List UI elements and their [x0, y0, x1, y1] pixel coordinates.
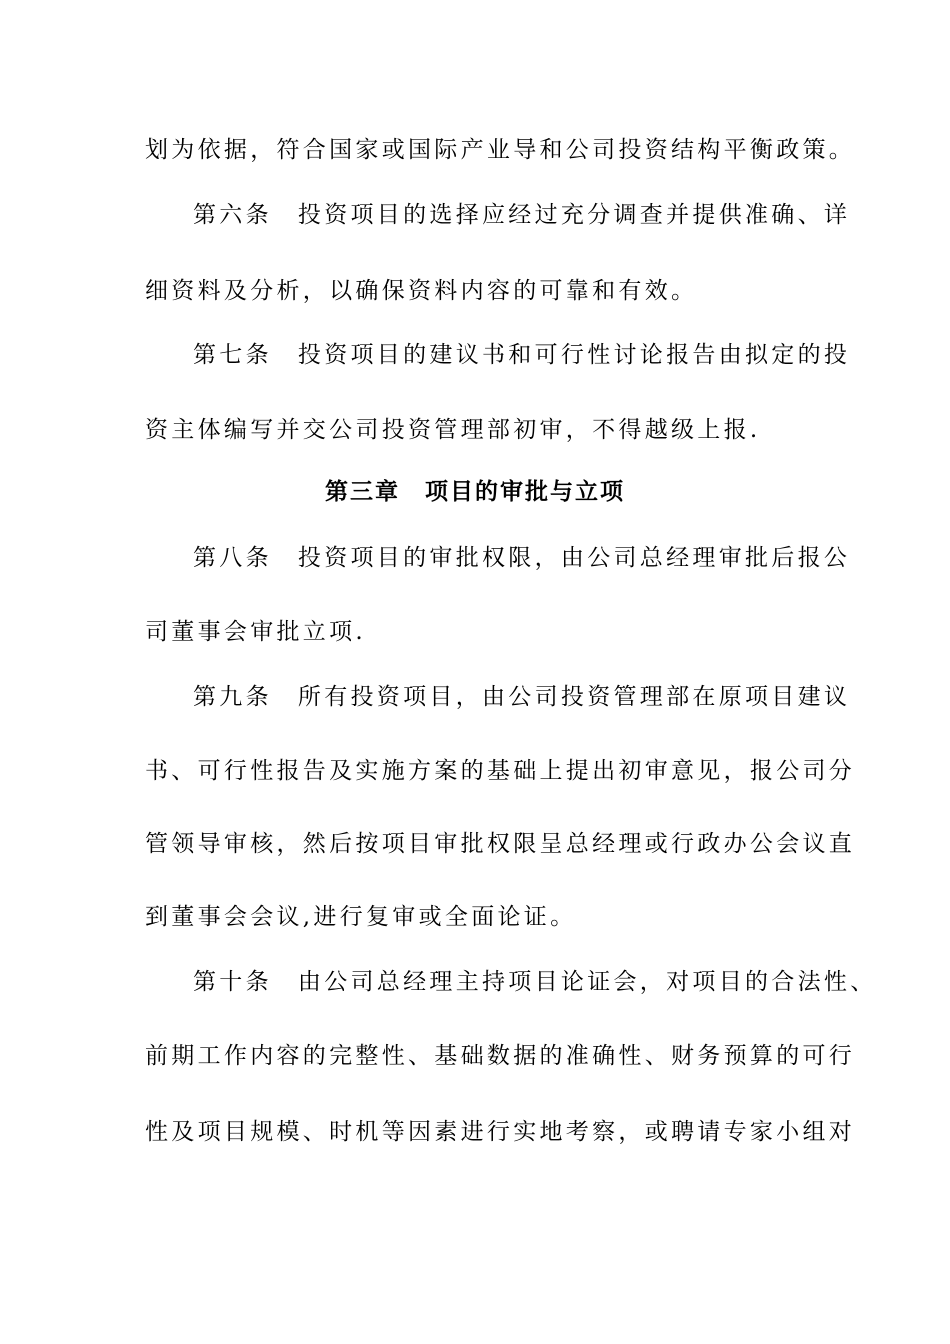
article-number: 第九条 — [193, 684, 272, 710]
article-text: 投资项目的建议书和可行性讨论报告由拟定的投 — [297, 342, 851, 368]
paragraph-line: 到董事会会议,进行复审或全面论证。 — [145, 904, 577, 930]
paragraph-line: 资主体编写并交公司投资管理部初审，不得越级上报. — [145, 417, 761, 443]
article-6-line — [193, 200, 850, 230]
paragraph-line: 管领导审核，然后按项目审批权限呈总经理或行政办公会议直 — [145, 831, 856, 857]
paragraph-line: 书、可行性报告及实施方案的基础上提出初审意见，报公司分 — [145, 758, 856, 784]
article-9-line — [193, 682, 850, 712]
article-7-line — [193, 340, 850, 370]
article-number: 第十条 — [193, 969, 272, 995]
article-8-line — [193, 543, 850, 573]
paragraph-line: 司董事会审批立项. — [145, 619, 367, 645]
article-text: 所有投资项目，由公司投资管理部在原项目建议 — [297, 684, 851, 710]
paragraph-line: 划为依据，符合国家或国际产业导和公司投资结构平衡政策。 — [145, 137, 856, 163]
paragraph-line: 细资料及分析，以确保资料内容的可靠和有效。 — [145, 278, 698, 304]
article-number: 第八条 — [193, 545, 272, 571]
article-number: 第七条 — [193, 342, 272, 368]
paragraph-line: 性及项目规模、时机等因素进行实地考察，或聘请专家小组对 — [145, 1119, 856, 1145]
article-text: 投资项目的审批权限，由公司总经理审批后报公 — [297, 545, 851, 571]
article-text: 投资项目的选择应经过充分调查并提供准确、详 — [297, 202, 851, 228]
paragraph-line: 前期工作内容的完整性、基础数据的准确性、财务预算的可行 — [145, 1043, 856, 1069]
article-10-line — [193, 967, 877, 997]
article-text: 由公司总经理主持项目论证会，对项目的合法性、 — [297, 969, 877, 995]
article-number: 第六条 — [193, 202, 272, 228]
chapter-heading: 第三章 项目的审批与立项 — [325, 478, 625, 505]
